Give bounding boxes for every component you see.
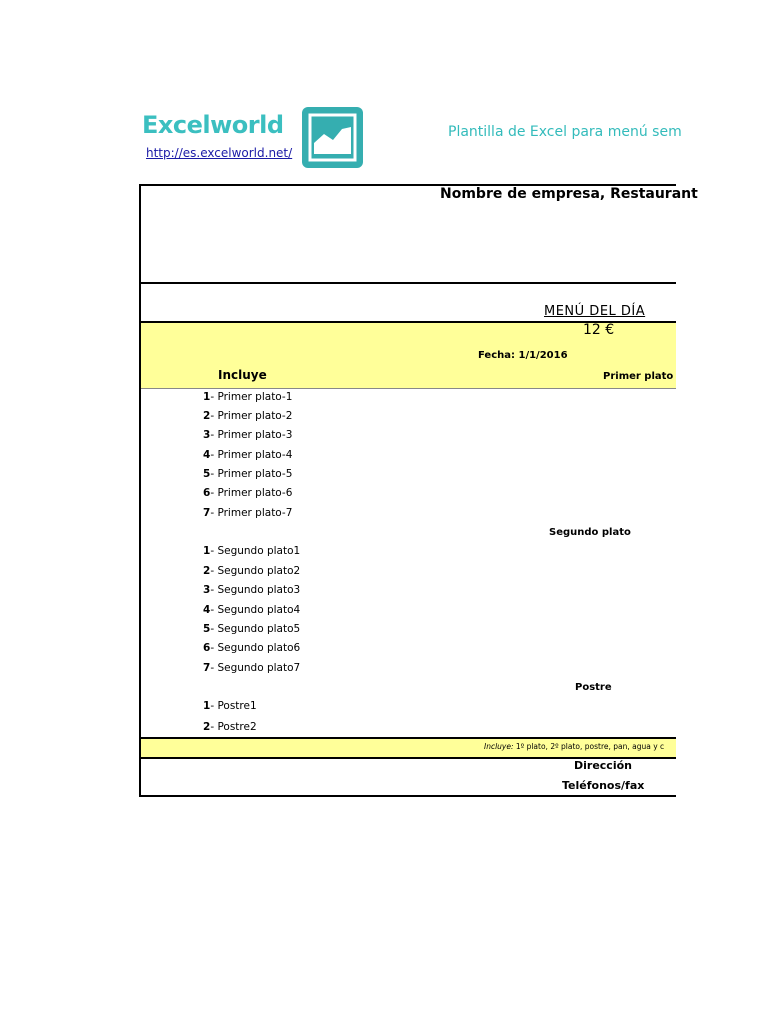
footer-includes-note: Incluye: 1º plato, 2º plato, postre, pan, agua y c [484, 742, 665, 751]
page-edge [676, 184, 768, 1024]
list-item: 2- Segundo plato2 [203, 565, 301, 577]
list-item: 1- Segundo plato1 [203, 545, 301, 557]
menu-date: Fecha: 1/1/2016 [478, 350, 568, 361]
template-title: Plantilla de Excel para menú sem [448, 124, 682, 140]
divider-line [139, 282, 679, 284]
list-item: 6- Primer plato-6 [203, 487, 293, 499]
postre-header: Postre [575, 682, 612, 693]
list-item: 2- Primer plato-2 [203, 410, 293, 422]
list-item: 6- Segundo plato6 [203, 642, 301, 654]
list-item: 2- Postre2 [203, 721, 257, 733]
menu-title: MENÚ DEL DÍA [544, 304, 646, 319]
list-item: 1- Postre1 [203, 700, 257, 712]
website-link[interactable]: http://es.excelworld.net/ [146, 146, 293, 160]
list-item: 3- Segundo plato3 [203, 584, 301, 596]
list-item: 3- Primer plato-3 [203, 429, 293, 441]
brand-name: Excelworld [142, 111, 284, 139]
list-item: 1- Primer plato-1 [203, 391, 293, 403]
list-item: 4- Primer plato-4 [203, 449, 293, 461]
incluye-label: Incluye [218, 368, 267, 382]
list-item: 4- Segundo plato4 [203, 604, 301, 616]
list-item: 7- Segundo plato7 [203, 662, 301, 674]
segundo-plato-header: Segundo plato [549, 527, 631, 538]
list-item: 5- Primer plato-5 [203, 468, 293, 480]
address-label: Dirección [574, 759, 632, 772]
area-chart-icon [302, 107, 363, 168]
price: 12 € [583, 322, 615, 338]
divider-line [139, 737, 679, 739]
primer-plato-header: Primer plato [603, 371, 674, 382]
list-item: 7- Primer plato-7 [203, 507, 293, 519]
phone-label: Teléfonos/fax [562, 779, 645, 792]
list-item: 5- Segundo plato5 [203, 623, 301, 635]
company-name: Nombre de empresa, Restaurant [440, 186, 698, 202]
